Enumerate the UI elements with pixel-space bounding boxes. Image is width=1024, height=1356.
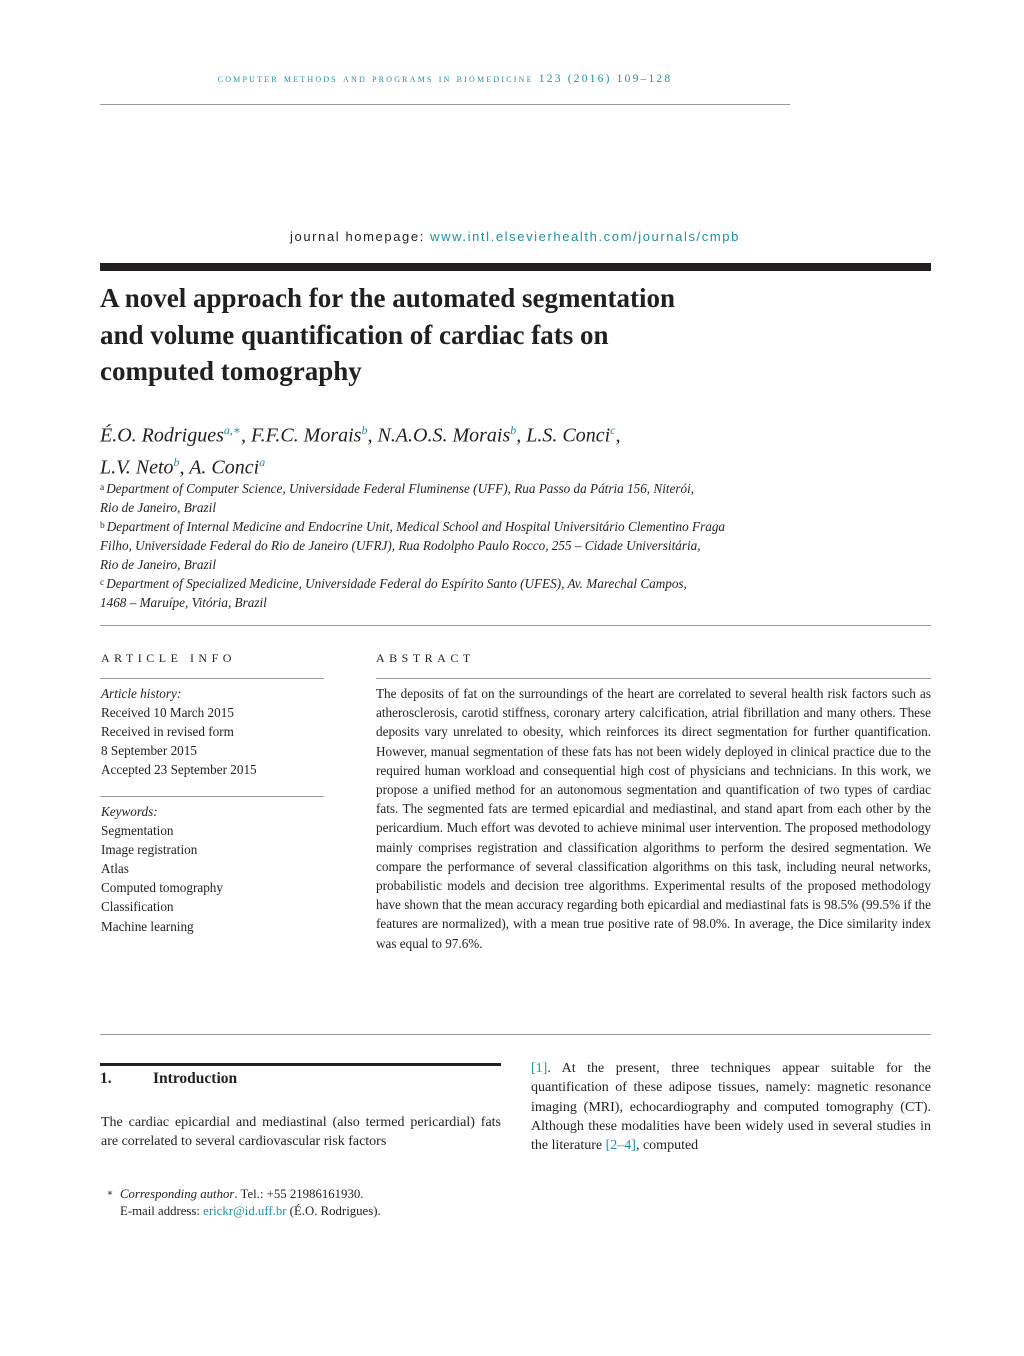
author-affil-marker[interactable]: a,∗ — [223, 423, 242, 437]
author-name: A. Conci — [189, 456, 260, 479]
affiliation-text: Department of Specialized Medicine, Universidade Federal do Espírito Santo (UFES), Av. Marechal Campos, — [106, 576, 687, 591]
author-separator: , — [241, 424, 252, 447]
affiliation-line: Rio de Janeiro, Brazil — [100, 557, 216, 572]
author-name: L.V. Neto — [100, 456, 174, 479]
author-affil-marker[interactable]: b — [361, 423, 368, 437]
history-label: Article history: — [101, 686, 182, 701]
affiliation-line — [100, 479, 820, 498]
affiliation-line: Filho, Universidade Federal do Rio de Janeiro (UFRJ), Rua Rodolpho Paulo Rocco, 255 – Cidade Universitária, — [100, 538, 701, 553]
abstract-text: The deposits of fat on the surroundings of the heart are correlated to several health risk factors such as atherosclerosis, carotid stiffness, coronary artery calcification, atrial fibrillation and many others. These deposits vary unrelated to obesity, which reinforces its direct segmentation for further quantification. However, manual segmentation of these fats has not been widely deployed in clinical practice due to the required human workload and consequential high cost of physicians and technicians. In this work, we propose a unified method for an autonomous segmentation and quantification of two types of cardiac fats. The segmented fats are termed epicardial and mediastinal, and stand apart from each other by the pericardium. Much effort was devoted to achieve minimal user intervention. The proposed methodology mainly comprises registration and classification algorithms to perform the desired segmentation. We compare the performance of several classification algorithms on this task, including neural networks, probabilistic models and decision tree algorithms. Experimental results of the proposed methodology have shown that the mean accuracy regarding both epicardial and mediastinal fats is 98.5% (99.5% if the features are normalized), with a mean true positive rate of 98.0%. In average, the Dice similarity index was equal to 97.6%. — [376, 686, 931, 951]
affiliation-text: Department of Computer Science, Universidade Federal Fluminense (UFF), Rua Passo da Pátria 156, Niterói, — [106, 481, 695, 496]
affiliation-line: 1468 – Maruípe, Vitória, Brazil — [100, 595, 267, 610]
author-name: L.S. Conci — [526, 424, 611, 447]
journal-homepage — [100, 229, 930, 244]
author-separator: , — [615, 424, 621, 447]
email-suffix: (É.O. Rodrigues). — [286, 1204, 381, 1218]
author-separator: , — [179, 456, 190, 479]
author-name: F.F.C. Morais — [251, 424, 362, 447]
author-separator: , — [516, 424, 527, 447]
history-item: Received in revised form — [101, 724, 234, 740]
history-item: Accepted 23 September 2015 — [101, 762, 257, 778]
citation-link[interactable]: [1] — [531, 1061, 548, 1076]
abstract-divider — [376, 678, 931, 679]
journal-running-header: computer methods and programs in biomedicine 123 (2016) 109–128 — [217, 73, 673, 85]
author-affil-marker[interactable]: b — [510, 423, 517, 437]
footnote-marker: ∗ — [106, 1188, 114, 1199]
author-name: N.A.O.S. Morais — [377, 424, 511, 447]
corresponding-author-footnote — [100, 1185, 520, 1220]
author-name: É.O. Rodrigues — [100, 424, 224, 447]
affiliation-marker: c — [100, 578, 105, 588]
article-history — [101, 684, 325, 779]
email-label: E-mail address: — [120, 1204, 204, 1218]
keywords-divider — [100, 796, 324, 797]
intro-text-fragment: . At the present, three techniques appear suitable for the quantification of these adipose tissues, namely: magnetic resonance imaging (MRI), echocardiography and computed tomography (CT). Although these modalities have been widely used in several studies in the literature — [531, 1061, 931, 1154]
keyword-item: Computed tomography — [101, 880, 223, 896]
affiliation-divider — [100, 625, 931, 626]
affiliation-line: Rio de Janeiro, Brazil — [100, 500, 216, 515]
intro-text-fragment: , computed — [635, 1138, 699, 1154]
author-line — [100, 449, 860, 481]
keywords — [101, 802, 325, 936]
keywords-label: Keywords: — [101, 804, 158, 819]
homepage-link[interactable]: www.intl.elsevierhealth.com/journals/cmpb — [430, 229, 740, 244]
keyword-item: Atlas — [101, 861, 129, 877]
affiliation-text: Department of Internal Medicine and Endocrine Unit, Medical School and Hospital Universitário Clementino Fraga — [106, 519, 726, 534]
affiliations — [100, 479, 820, 612]
title-line: and volume quantification of cardiac fats on — [100, 319, 609, 350]
affiliation-marker: b — [100, 521, 105, 531]
abstract-bottom-divider — [100, 1034, 931, 1035]
article-title — [100, 280, 860, 390]
corresponding-author-label: Corresponding author — [120, 1187, 235, 1201]
keyword-item: Machine learning — [101, 918, 194, 934]
affiliation-marker: a — [100, 483, 105, 493]
keyword-item: Image registration — [101, 842, 198, 858]
section-title: Introduction — [153, 1070, 238, 1087]
abstract-heading: ABSTRACT — [376, 651, 475, 665]
title-line: A novel approach for the automated segmentation — [100, 283, 675, 313]
intro-left-column: The cardiac epicardial and mediastinal (also termed pericardial) fats are correlated to several cardiovascular risk factors — [101, 1115, 501, 1150]
author-affil-marker[interactable]: a — [259, 454, 266, 469]
title-top-bar — [100, 263, 931, 271]
title-line: computed tomography — [100, 356, 362, 386]
affiliation-line — [100, 574, 820, 593]
keyword-item: Segmentation — [101, 823, 174, 839]
email-link[interactable]: erickr@id.uff.br — [203, 1204, 287, 1218]
author-list — [100, 417, 860, 480]
homepage-label: journal homepage: — [290, 229, 431, 244]
author-separator: , — [367, 424, 378, 447]
intro-right-column — [531, 1059, 931, 1155]
header-divider — [100, 104, 790, 105]
author-affil-marker[interactable]: c — [610, 423, 616, 437]
section-number: 1. — [100, 1070, 112, 1087]
article-info-heading: ARTICLE INFO — [101, 651, 236, 665]
section-heading-introduction — [100, 1070, 237, 1088]
citation-link[interactable]: [2–4] — [605, 1138, 636, 1154]
author-affil-marker[interactable]: b — [173, 454, 180, 469]
author-line — [100, 417, 860, 449]
history-item: 8 September 2015 — [101, 743, 197, 759]
history-item: Received 10 March 2015 — [101, 705, 234, 721]
affiliation-line — [100, 517, 820, 536]
keyword-item: Classification — [101, 899, 174, 915]
footnote-tel: . Tel.: +55 21986161930. — [234, 1187, 364, 1201]
intro-top-bar — [100, 1063, 501, 1066]
footnote-line — [100, 1185, 520, 1203]
footnote-line — [100, 1203, 520, 1220]
article-info-divider — [100, 678, 324, 679]
